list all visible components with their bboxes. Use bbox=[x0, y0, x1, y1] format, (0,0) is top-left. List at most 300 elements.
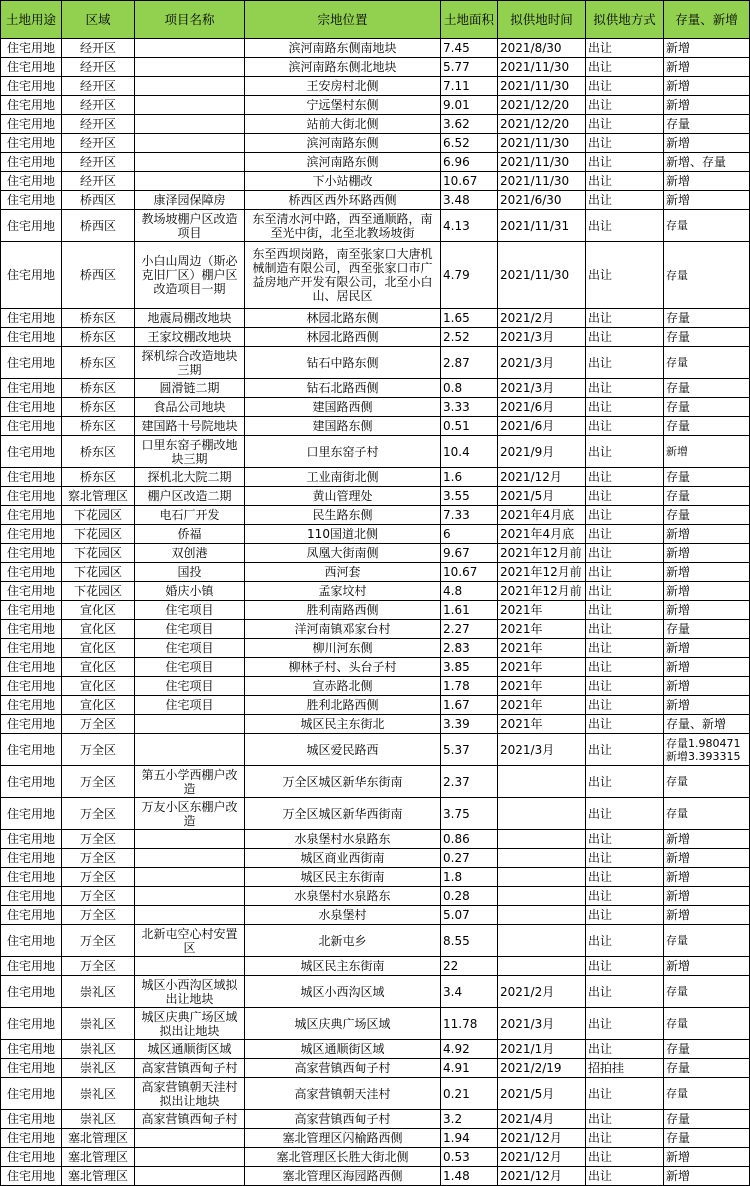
header-project-name: 项目名称 bbox=[135, 1, 245, 39]
cell-supply-time: 2021/5月 bbox=[498, 1078, 586, 1110]
header-stock-or-new: 存量、新增 bbox=[664, 1, 750, 39]
cell-land-use: 住宅用地 bbox=[1, 134, 62, 153]
cell-land-use: 住宅用地 bbox=[1, 379, 62, 398]
cell-land-use: 住宅用地 bbox=[1, 798, 62, 830]
cell-parcel-location: 110国道北侧 bbox=[245, 525, 441, 544]
cell-supply-time: 2021/11/30 bbox=[498, 153, 586, 172]
cell-land-area: 4.79 bbox=[441, 242, 498, 309]
cell-land-area: 9.67 bbox=[441, 544, 498, 563]
cell-land-use: 住宅用地 bbox=[1, 766, 62, 798]
cell-parcel-location: 滨河南路东侧南地块 bbox=[245, 39, 441, 58]
cell-district: 桥东区 bbox=[62, 417, 135, 436]
table-row bbox=[1, 468, 750, 487]
cell-project-name: 小白山周边（斯必克旧厂区）棚户区改造项目一期 bbox=[135, 242, 245, 309]
cell-supply-method: 出让 bbox=[586, 328, 664, 347]
cell-supply-time: 2021年 bbox=[498, 696, 586, 715]
header-land-area: 土地面积 bbox=[441, 1, 498, 39]
cell-parcel-location: 东至西坝岗路，南至张家口大唐机械制造有限公司，西至张家口市广益房地产开发有限公司，北至小白山、居民区 bbox=[245, 242, 441, 309]
table-row bbox=[1, 172, 750, 191]
cell-supply-method: 出让 bbox=[586, 115, 664, 134]
cell-project-name: 探机综合改造地块三期 bbox=[135, 347, 245, 379]
cell-land-area: 22 bbox=[441, 957, 498, 976]
cell-land-use: 住宅用地 bbox=[1, 153, 62, 172]
cell-project-name: 住宅项目 bbox=[135, 639, 245, 658]
cell-project-name: 第五小学西棚户改造 bbox=[135, 766, 245, 798]
cell-land-area: 3.75 bbox=[441, 798, 498, 830]
cell-parcel-location: 塞北管理区长胜大街北侧 bbox=[245, 1148, 441, 1167]
cell-land-area: 2.37 bbox=[441, 766, 498, 798]
cell-stock-or-new: 存量1.980471新增3.393315 bbox=[664, 734, 750, 766]
table-row bbox=[1, 677, 750, 696]
cell-supply-time bbox=[498, 868, 586, 887]
cell-stock-or-new: 新增 bbox=[664, 544, 750, 563]
cell-supply-method: 出让 bbox=[586, 172, 664, 191]
cell-stock-or-new: 新增 bbox=[664, 639, 750, 658]
cell-land-area: 1.6 bbox=[441, 468, 498, 487]
cell-stock-or-new: 存量 bbox=[664, 328, 750, 347]
cell-supply-time: 2021/2月 bbox=[498, 976, 586, 1008]
cell-land-area: 0.21 bbox=[441, 1078, 498, 1110]
cell-district: 桥西区 bbox=[62, 210, 135, 242]
cell-district: 宣化区 bbox=[62, 658, 135, 677]
cell-project-name bbox=[135, 906, 245, 925]
cell-land-use: 住宅用地 bbox=[1, 487, 62, 506]
cell-supply-method: 出让 bbox=[586, 525, 664, 544]
table-row bbox=[1, 134, 750, 153]
cell-supply-method: 出让 bbox=[586, 849, 664, 868]
cell-land-area: 1.94 bbox=[441, 1129, 498, 1148]
cell-project-name: 高家营镇西甸子村 bbox=[135, 1059, 245, 1078]
cell-land-use: 住宅用地 bbox=[1, 976, 62, 1008]
table-row bbox=[1, 436, 750, 468]
cell-supply-time: 2021/3月 bbox=[498, 1008, 586, 1040]
cell-stock-or-new: 存量 bbox=[664, 620, 750, 639]
cell-land-area: 6 bbox=[441, 525, 498, 544]
cell-supply-method: 出让 bbox=[586, 715, 664, 734]
cell-parcel-location: 城区通顺街区域 bbox=[245, 1040, 441, 1059]
cell-land-use: 住宅用地 bbox=[1, 58, 62, 77]
cell-supply-time: 2021/11/30 bbox=[498, 172, 586, 191]
cell-land-area: 2.87 bbox=[441, 347, 498, 379]
cell-project-name: 城区小西沟区域拟出让地块 bbox=[135, 976, 245, 1008]
cell-district: 宣化区 bbox=[62, 677, 135, 696]
cell-project-name bbox=[135, 887, 245, 906]
cell-land-area: 1.61 bbox=[441, 601, 498, 620]
cell-land-area: 1.78 bbox=[441, 677, 498, 696]
cell-district: 塞北管理区 bbox=[62, 1167, 135, 1186]
cell-parcel-location: 柳林子村、头台子村 bbox=[245, 658, 441, 677]
cell-supply-method: 出让 bbox=[586, 77, 664, 96]
cell-land-area: 3.62 bbox=[441, 115, 498, 134]
table-row bbox=[1, 544, 750, 563]
cell-stock-or-new: 存量 bbox=[664, 976, 750, 1008]
table-row bbox=[1, 1078, 750, 1110]
cell-land-area: 0.8 bbox=[441, 379, 498, 398]
cell-parcel-location: 王安房村北侧 bbox=[245, 77, 441, 96]
cell-land-area: 6.52 bbox=[441, 134, 498, 153]
cell-supply-method: 出让 bbox=[586, 1078, 664, 1110]
cell-parcel-location: 工业南街北侧 bbox=[245, 468, 441, 487]
cell-project-name bbox=[135, 96, 245, 115]
table-row bbox=[1, 1059, 750, 1078]
table-row bbox=[1, 976, 750, 1008]
cell-stock-or-new: 新增 bbox=[664, 436, 750, 468]
cell-district: 桥东区 bbox=[62, 436, 135, 468]
cell-parcel-location: 口里东窑子村 bbox=[245, 436, 441, 468]
cell-parcel-location: 万全区城区新华西街南 bbox=[245, 798, 441, 830]
table-row bbox=[1, 620, 750, 639]
cell-land-area: 0.86 bbox=[441, 830, 498, 849]
cell-supply-time: 2021/11/31 bbox=[498, 210, 586, 242]
cell-supply-time: 2021年4月底 bbox=[498, 525, 586, 544]
cell-supply-time: 2021/12/20 bbox=[498, 96, 586, 115]
cell-project-name: 食品公司地块 bbox=[135, 398, 245, 417]
cell-district: 崇礼区 bbox=[62, 1078, 135, 1110]
cell-stock-or-new: 新增 bbox=[664, 77, 750, 96]
cell-parcel-location: 城区爱民路西 bbox=[245, 734, 441, 766]
cell-land-use: 住宅用地 bbox=[1, 115, 62, 134]
cell-parcel-location: 柳川河东侧 bbox=[245, 639, 441, 658]
cell-supply-method: 出让 bbox=[586, 1040, 664, 1059]
cell-supply-time: 2021/3月 bbox=[498, 328, 586, 347]
cell-parcel-location: 西河套 bbox=[245, 563, 441, 582]
cell-parcel-location: 凤凰大街南侧 bbox=[245, 544, 441, 563]
cell-supply-time: 2021年12月前 bbox=[498, 544, 586, 563]
cell-land-area: 3.33 bbox=[441, 398, 498, 417]
cell-district: 经开区 bbox=[62, 96, 135, 115]
cell-district: 崇礼区 bbox=[62, 1040, 135, 1059]
table-row bbox=[1, 582, 750, 601]
cell-land-area: 0.27 bbox=[441, 849, 498, 868]
cell-project-name: 城区庆典广场区域拟出让地块 bbox=[135, 1008, 245, 1040]
cell-land-area: 3.85 bbox=[441, 658, 498, 677]
cell-land-area: 7.11 bbox=[441, 77, 498, 96]
table-row bbox=[1, 658, 750, 677]
cell-supply-method: 出让 bbox=[586, 582, 664, 601]
cell-project-name: 婚庆小镇 bbox=[135, 582, 245, 601]
cell-land-area: 9.01 bbox=[441, 96, 498, 115]
cell-land-use: 住宅用地 bbox=[1, 734, 62, 766]
cell-project-name: 北新屯空心村安置区 bbox=[135, 925, 245, 957]
cell-project-name: 地震局棚改地块 bbox=[135, 309, 245, 328]
cell-land-area: 10.67 bbox=[441, 563, 498, 582]
cell-district: 万全区 bbox=[62, 766, 135, 798]
cell-district: 经开区 bbox=[62, 58, 135, 77]
table-row bbox=[1, 96, 750, 115]
cell-project-name bbox=[135, 715, 245, 734]
cell-district: 桥东区 bbox=[62, 398, 135, 417]
cell-supply-method: 出让 bbox=[586, 639, 664, 658]
cell-supply-method: 出让 bbox=[586, 96, 664, 115]
cell-supply-time: 2021/11/30 bbox=[498, 77, 586, 96]
cell-district: 下花园区 bbox=[62, 506, 135, 525]
cell-district: 桥西区 bbox=[62, 242, 135, 309]
cell-parcel-location: 林园北路东侧 bbox=[245, 309, 441, 328]
cell-project-name bbox=[135, 77, 245, 96]
cell-stock-or-new: 存量 bbox=[664, 115, 750, 134]
cell-supply-time: 2021/8/30 bbox=[498, 39, 586, 58]
cell-parcel-location: 东至清水河中路，西至通顺路，南至光中街，北至北教场坡街 bbox=[245, 210, 441, 242]
cell-land-area: 5.77 bbox=[441, 58, 498, 77]
cell-district: 下花园区 bbox=[62, 544, 135, 563]
cell-supply-time: 2021/12/20 bbox=[498, 115, 586, 134]
cell-parcel-location: 滨河南路东侧 bbox=[245, 134, 441, 153]
cell-land-use: 住宅用地 bbox=[1, 887, 62, 906]
table-row bbox=[1, 601, 750, 620]
cell-land-area: 8.55 bbox=[441, 925, 498, 957]
cell-supply-method: 出让 bbox=[586, 1129, 664, 1148]
cell-parcel-location: 滨河南路东侧北地块 bbox=[245, 58, 441, 77]
table-row bbox=[1, 153, 750, 172]
cell-land-use: 住宅用地 bbox=[1, 906, 62, 925]
cell-supply-method: 出让 bbox=[586, 925, 664, 957]
cell-project-name: 圆滑链二期 bbox=[135, 379, 245, 398]
cell-parcel-location: 胜利南路西侧 bbox=[245, 601, 441, 620]
table-row bbox=[1, 191, 750, 210]
cell-district: 经开区 bbox=[62, 115, 135, 134]
cell-supply-time bbox=[498, 957, 586, 976]
cell-land-area: 1.48 bbox=[441, 1167, 498, 1186]
cell-supply-method: 招拍挂 bbox=[586, 1059, 664, 1078]
cell-supply-time: 2021/3月 bbox=[498, 734, 586, 766]
cell-parcel-location: 胜利北路西侧 bbox=[245, 696, 441, 715]
table-row bbox=[1, 39, 750, 58]
cell-project-name: 城区通顺街区域 bbox=[135, 1040, 245, 1059]
cell-parcel-location: 建国路西侧 bbox=[245, 398, 441, 417]
cell-project-name bbox=[135, 172, 245, 191]
cell-parcel-location: 钻石北路西侧 bbox=[245, 379, 441, 398]
cell-land-area: 4.91 bbox=[441, 1059, 498, 1078]
cell-supply-method: 出让 bbox=[586, 696, 664, 715]
cell-supply-method: 出让 bbox=[586, 1110, 664, 1129]
cell-supply-method: 出让 bbox=[586, 1008, 664, 1040]
cell-district: 宣化区 bbox=[62, 601, 135, 620]
cell-project-name: 教场坡棚户区改造项目 bbox=[135, 210, 245, 242]
table-row bbox=[1, 506, 750, 525]
cell-stock-or-new: 新增 bbox=[664, 525, 750, 544]
cell-parcel-location: 城区庆典广场区域 bbox=[245, 1008, 441, 1040]
cell-land-area: 0.28 bbox=[441, 887, 498, 906]
cell-district: 桥东区 bbox=[62, 309, 135, 328]
cell-project-name: 住宅项目 bbox=[135, 696, 245, 715]
cell-supply-method: 出让 bbox=[586, 544, 664, 563]
cell-project-name: 高家营镇朝天洼村拟出让地块 bbox=[135, 1078, 245, 1110]
cell-project-name: 口里东窑子棚改地块三期 bbox=[135, 436, 245, 468]
cell-land-area: 11.78 bbox=[441, 1008, 498, 1040]
cell-land-area: 10.4 bbox=[441, 436, 498, 468]
table-row bbox=[1, 77, 750, 96]
cell-land-use: 住宅用地 bbox=[1, 1110, 62, 1129]
cell-supply-time: 2021/4月 bbox=[498, 1110, 586, 1129]
table-row bbox=[1, 1008, 750, 1040]
cell-district: 桥东区 bbox=[62, 328, 135, 347]
table-row bbox=[1, 766, 750, 798]
cell-district: 桥东区 bbox=[62, 468, 135, 487]
table-row bbox=[1, 1040, 750, 1059]
cell-district: 察北管理区 bbox=[62, 487, 135, 506]
cell-stock-or-new: 新增 bbox=[664, 957, 750, 976]
table-row bbox=[1, 328, 750, 347]
cell-land-area: 0.51 bbox=[441, 417, 498, 436]
cell-supply-time: 2021/3月 bbox=[498, 379, 586, 398]
cell-parcel-location: 水泉堡村水泉路东 bbox=[245, 830, 441, 849]
cell-supply-method: 出让 bbox=[586, 379, 664, 398]
cell-district: 崇礼区 bbox=[62, 1059, 135, 1078]
cell-district: 经开区 bbox=[62, 172, 135, 191]
cell-land-area: 1.8 bbox=[441, 868, 498, 887]
cell-parcel-location: 钻石中路东侧 bbox=[245, 347, 441, 379]
cell-supply-method: 出让 bbox=[586, 734, 664, 766]
cell-project-name bbox=[135, 58, 245, 77]
cell-land-area: 4.13 bbox=[441, 210, 498, 242]
cell-supply-method: 出让 bbox=[586, 766, 664, 798]
cell-project-name bbox=[135, 849, 245, 868]
cell-supply-method: 出让 bbox=[586, 468, 664, 487]
cell-parcel-location: 黄山管理处 bbox=[245, 487, 441, 506]
cell-land-use: 住宅用地 bbox=[1, 1148, 62, 1167]
cell-project-name: 王家坟棚改地块 bbox=[135, 328, 245, 347]
cell-land-area: 0.53 bbox=[441, 1148, 498, 1167]
cell-district: 宣化区 bbox=[62, 696, 135, 715]
cell-land-area: 3.55 bbox=[441, 487, 498, 506]
cell-stock-or-new: 新增 bbox=[664, 134, 750, 153]
cell-stock-or-new: 新增、存量 bbox=[664, 153, 750, 172]
cell-district: 经开区 bbox=[62, 77, 135, 96]
cell-stock-or-new: 存量 bbox=[664, 210, 750, 242]
cell-stock-or-new: 存量 bbox=[664, 242, 750, 309]
cell-supply-method: 出让 bbox=[586, 887, 664, 906]
cell-parcel-location: 水泉堡村 bbox=[245, 906, 441, 925]
cell-supply-method: 出让 bbox=[586, 957, 664, 976]
cell-land-use: 住宅用地 bbox=[1, 677, 62, 696]
cell-project-name: 建国路十号院地块 bbox=[135, 417, 245, 436]
cell-project-name: 住宅项目 bbox=[135, 620, 245, 639]
cell-district: 崇礼区 bbox=[62, 1110, 135, 1129]
cell-land-use: 住宅用地 bbox=[1, 849, 62, 868]
table-row bbox=[1, 798, 750, 830]
cell-project-name: 高家营镇西甸子村 bbox=[135, 1110, 245, 1129]
cell-parcel-location: 宁远堡村东侧 bbox=[245, 96, 441, 115]
cell-land-area: 4.8 bbox=[441, 582, 498, 601]
cell-land-use: 住宅用地 bbox=[1, 96, 62, 115]
cell-parcel-location: 塞北管理区闪榆路西侧 bbox=[245, 1129, 441, 1148]
cell-supply-time: 2021/5月 bbox=[498, 487, 586, 506]
cell-project-name: 国投 bbox=[135, 563, 245, 582]
cell-supply-method: 出让 bbox=[586, 506, 664, 525]
cell-supply-method: 出让 bbox=[586, 487, 664, 506]
cell-stock-or-new: 新增 bbox=[664, 1148, 750, 1167]
cell-land-use: 住宅用地 bbox=[1, 1059, 62, 1078]
cell-supply-time: 2021年4月底 bbox=[498, 506, 586, 525]
table-row bbox=[1, 398, 750, 417]
cell-supply-method: 出让 bbox=[586, 601, 664, 620]
cell-stock-or-new: 新增 bbox=[664, 696, 750, 715]
cell-project-name bbox=[135, 1167, 245, 1186]
cell-parcel-location: 万全区城区新华东街南 bbox=[245, 766, 441, 798]
cell-stock-or-new: 新增 bbox=[664, 830, 750, 849]
cell-land-use: 住宅用地 bbox=[1, 715, 62, 734]
header-land-use: 土地用途 bbox=[1, 1, 62, 39]
cell-project-name bbox=[135, 957, 245, 976]
table-row bbox=[1, 734, 750, 766]
cell-parcel-location: 高家营镇西甸子村 bbox=[245, 1059, 441, 1078]
cell-supply-time: 2021年 bbox=[498, 658, 586, 677]
cell-land-area: 5.37 bbox=[441, 734, 498, 766]
table-body bbox=[1, 39, 750, 1186]
cell-parcel-location: 城区民主东街北 bbox=[245, 715, 441, 734]
cell-supply-method: 出让 bbox=[586, 210, 664, 242]
cell-parcel-location: 滨河南路东侧 bbox=[245, 153, 441, 172]
cell-land-use: 住宅用地 bbox=[1, 417, 62, 436]
cell-land-area: 2.83 bbox=[441, 639, 498, 658]
cell-project-name: 探机北大院二期 bbox=[135, 468, 245, 487]
cell-supply-time bbox=[498, 925, 586, 957]
cell-stock-or-new: 存量 bbox=[664, 798, 750, 830]
table-row bbox=[1, 639, 750, 658]
cell-stock-or-new: 存量 bbox=[664, 417, 750, 436]
cell-land-area: 3.4 bbox=[441, 976, 498, 1008]
cell-stock-or-new: 存量 bbox=[664, 487, 750, 506]
cell-parcel-location: 宣赤路北侧 bbox=[245, 677, 441, 696]
cell-land-use: 住宅用地 bbox=[1, 696, 62, 715]
cell-supply-method: 出让 bbox=[586, 677, 664, 696]
table-row bbox=[1, 887, 750, 906]
cell-district: 经开区 bbox=[62, 134, 135, 153]
cell-land-use: 住宅用地 bbox=[1, 1129, 62, 1148]
table-row bbox=[1, 715, 750, 734]
table-row bbox=[1, 242, 750, 309]
cell-land-use: 住宅用地 bbox=[1, 309, 62, 328]
cell-stock-or-new: 存量 bbox=[664, 468, 750, 487]
cell-supply-time: 2021/6月 bbox=[498, 398, 586, 417]
cell-project-name bbox=[135, 1148, 245, 1167]
cell-land-use: 住宅用地 bbox=[1, 172, 62, 191]
cell-land-area: 3.39 bbox=[441, 715, 498, 734]
cell-stock-or-new: 存量 bbox=[664, 347, 750, 379]
cell-parcel-location: 孟家坟村 bbox=[245, 582, 441, 601]
cell-supply-time: 2021年 bbox=[498, 620, 586, 639]
cell-stock-or-new: 新增 bbox=[664, 906, 750, 925]
table-row bbox=[1, 417, 750, 436]
cell-district: 塞北管理区 bbox=[62, 1148, 135, 1167]
cell-stock-or-new: 新增 bbox=[664, 582, 750, 601]
cell-district: 崇礼区 bbox=[62, 1008, 135, 1040]
cell-parcel-location: 洋河南镇邓家台村 bbox=[245, 620, 441, 639]
cell-parcel-location: 城区民主东街南 bbox=[245, 957, 441, 976]
cell-land-area: 1.65 bbox=[441, 309, 498, 328]
cell-district: 下花园区 bbox=[62, 525, 135, 544]
table-row bbox=[1, 1110, 750, 1129]
cell-project-name bbox=[135, 134, 245, 153]
cell-supply-method: 出让 bbox=[586, 976, 664, 1008]
cell-district: 宣化区 bbox=[62, 639, 135, 658]
table-row bbox=[1, 906, 750, 925]
table-row bbox=[1, 210, 750, 242]
cell-stock-or-new: 存量 bbox=[664, 1040, 750, 1059]
cell-supply-time: 2021/11/30 bbox=[498, 58, 586, 77]
cell-parcel-location: 城区民主东街南 bbox=[245, 868, 441, 887]
cell-parcel-location: 北新屯乡 bbox=[245, 925, 441, 957]
cell-project-name bbox=[135, 153, 245, 172]
cell-supply-time: 2021/3月 bbox=[498, 347, 586, 379]
table-row bbox=[1, 925, 750, 957]
cell-land-use: 住宅用地 bbox=[1, 191, 62, 210]
cell-supply-time: 2021/6月 bbox=[498, 417, 586, 436]
cell-parcel-location: 下小站棚改 bbox=[245, 172, 441, 191]
cell-land-use: 住宅用地 bbox=[1, 601, 62, 620]
cell-project-name bbox=[135, 734, 245, 766]
cell-stock-or-new: 存量 bbox=[664, 1008, 750, 1040]
